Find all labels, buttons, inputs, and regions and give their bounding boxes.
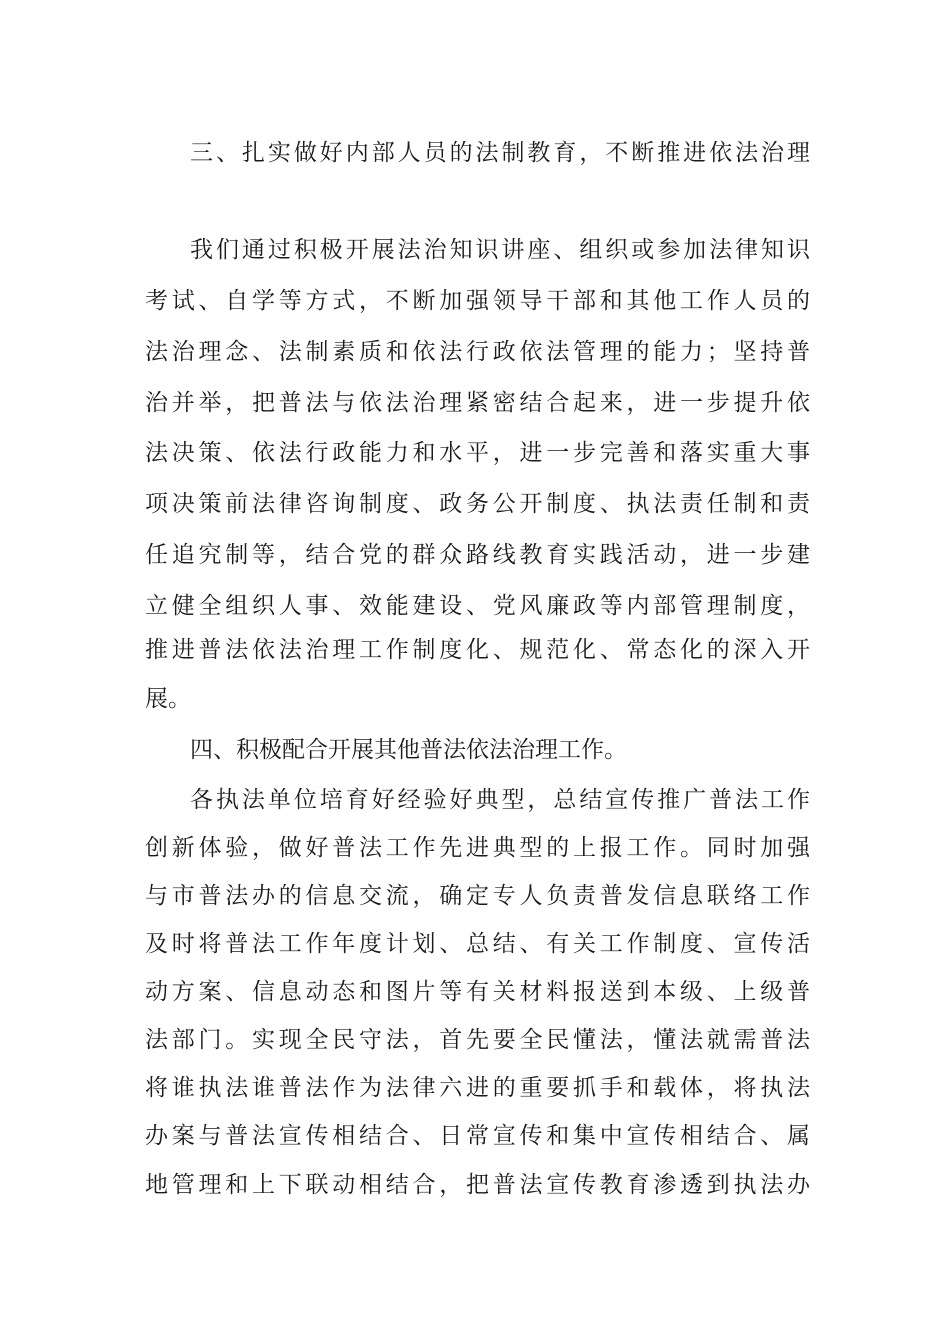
paragraph-1-line-3: 法治理念、法制素质和依法行政依法管理的能力；坚持普 <box>145 339 810 365</box>
section-heading-3: 三、扎实做好内部人员的法制教育，不断推进依法治理 <box>190 140 810 166</box>
paragraph-1-line-8: 立健全组织人事、效能建设、党风廉政等内部管理制度， <box>145 593 810 619</box>
paragraph-2-line-9: 地管理和上下联动相结合，把普法宣传教育渗透到执法办 <box>145 1172 810 1198</box>
paragraph-2-line-6: 法部门。实现全民守法，首先要全民懂法，懂法就需普法 <box>145 1027 810 1053</box>
paragraph-1-line-2: 考试、自学等方式，不断加强领导干部和其他工作人员的 <box>145 288 810 314</box>
paragraph-2-line-3: 与市普法办的信息交流，确定专人负责普发信息联络工作 <box>145 883 810 909</box>
paragraph-2-line-8: 办案与普法宣传相结合、日常宣传和集中宣传相结合、属 <box>145 1123 810 1149</box>
paragraph-2-line-4: 及时将普法工作年度计划、总结、有关工作制度、宣传活 <box>145 931 810 957</box>
paragraph-1-line-7: 任追究制等，结合党的群众路线教育实践活动，进一步建 <box>145 542 810 568</box>
paragraph-2-line-5: 动方案、信息动态和图片等有关材料报送到本级、上级普 <box>145 979 810 1005</box>
paragraph-1-line-4: 治并举，把普法与依法治理紧密结合起来，进一步提升依 <box>145 390 810 416</box>
paragraph-1-line-5: 法决策、依法行政能力和水平，进一步完善和落实重大事 <box>145 440 810 466</box>
paragraph-1-line-9: 推进普法依法治理工作制度化、规范化、常态化的深入开 <box>145 637 810 663</box>
paragraph-1-line-1: 我们通过积极开展法治知识讲座、组织或参加法律知识 <box>190 237 810 263</box>
paragraph-2-line-7: 将谁执法谁普法作为法律六进的重要抓手和载体，将执法 <box>145 1075 810 1101</box>
paragraph-1-line-10: 展。 <box>145 686 191 712</box>
paragraph-2-line-2: 创新体验，做好普法工作先进典型的上报工作。同时加强 <box>145 835 810 861</box>
section-heading-4: 四、积极配合开展其他普法依法治理工作。 <box>190 737 627 763</box>
paragraph-2-line-1: 各执法单位培育好经验好典型，总结宣传推广普法工作 <box>190 787 810 813</box>
paragraph-1-line-6: 项决策前法律咨询制度、政务公开制度、执法责任制和责 <box>145 491 810 517</box>
